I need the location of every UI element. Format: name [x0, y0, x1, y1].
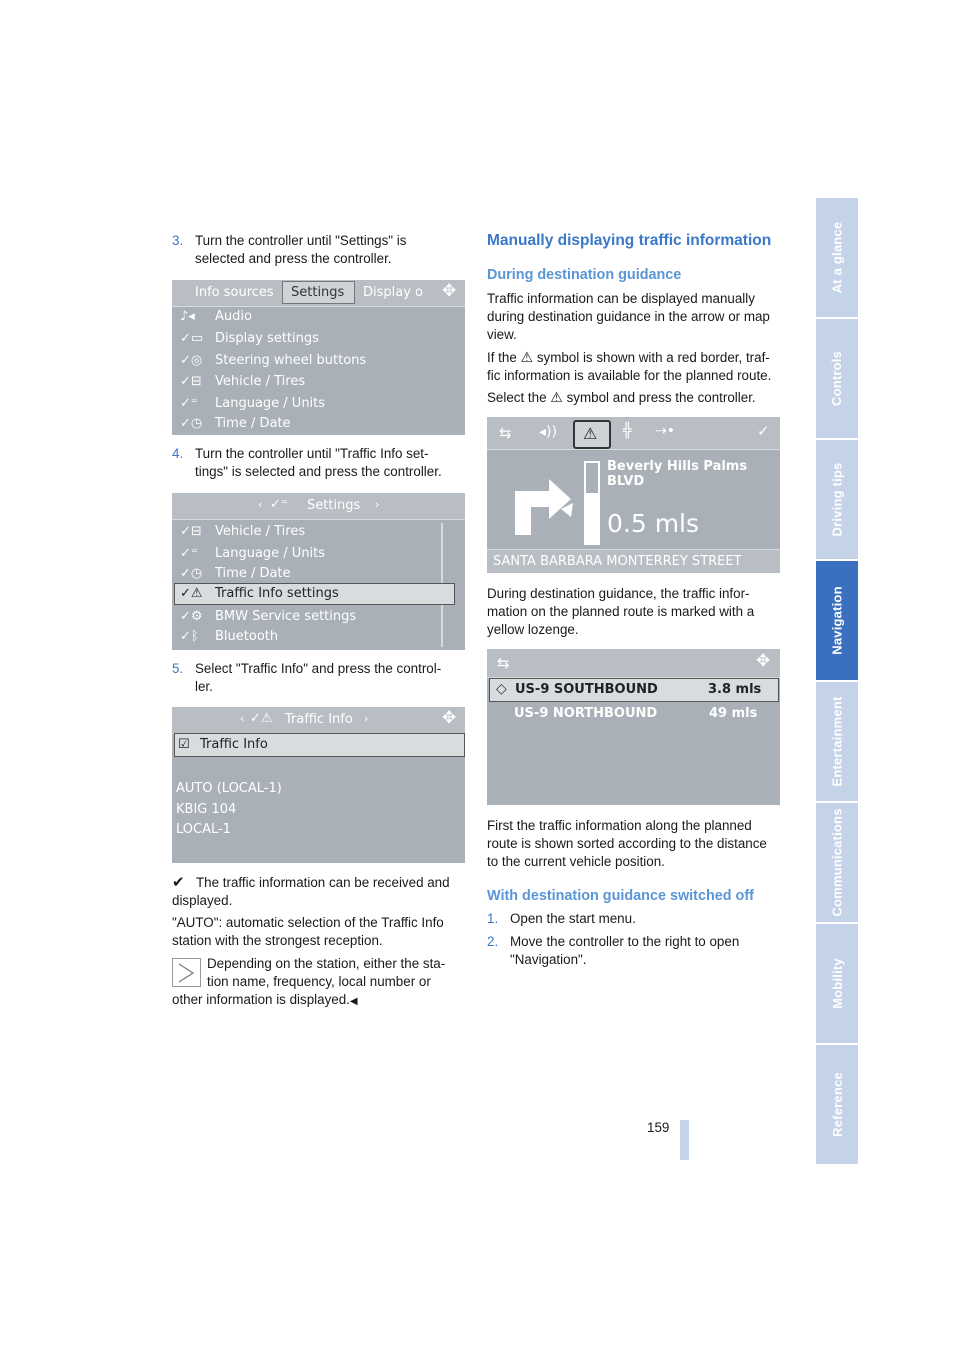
station-item: KBIG 104 — [176, 802, 237, 817]
traffic-list-screenshot — [487, 649, 780, 805]
tab-at-a-glance[interactable]: At a glance — [816, 198, 858, 317]
step-number: 1. — [487, 911, 499, 926]
para-manual: Traffic information can be displayed manually during destination guidance in the arrow or map view. — [487, 291, 770, 342]
arrow-view-screenshot — [487, 417, 780, 573]
checkbox-row — [174, 733, 465, 757]
checkmark-icon: ✔ — [172, 874, 185, 891]
end-mark: ◀ — [349, 996, 358, 1007]
warning-icon: ⚠ — [583, 424, 598, 443]
menu-item-service: BMW Service settings — [215, 609, 357, 624]
map-icon: ╬ — [623, 423, 632, 439]
page-number: 159 — [647, 1120, 670, 1135]
title-right-arrow: › — [364, 712, 369, 725]
menu-item-audio: Audio — [215, 309, 252, 324]
screen-toolbar — [487, 417, 780, 450]
controller-icon: ✥ — [756, 651, 771, 671]
title-right-arrow: › — [375, 498, 380, 511]
audio-icon: ◂)) — [539, 424, 557, 440]
language-icon: ✓⁼ — [180, 546, 198, 561]
vehicle-icon: ✓⊟ — [180, 524, 202, 539]
step-text: Select "Traffic Info" and press the control- ler. — [195, 661, 442, 694]
step-number: 2. — [487, 934, 499, 949]
traffic-warning-button — [573, 420, 611, 449]
menu-item-time: Time / Date — [215, 566, 291, 581]
para-sorted: First the traffic information along the planned route is shown sorted according to the distance to the current vehicle position. — [487, 818, 767, 869]
tab-info-sources: Info sources — [195, 285, 274, 300]
tab-entertainment[interactable]: Entertainment — [816, 682, 858, 801]
menu-item-vehicle: Vehicle / Tires — [215, 374, 306, 389]
tab-mobility[interactable]: Mobility — [816, 924, 858, 1043]
traffic-info-screenshot — [172, 707, 465, 863]
screen-toolbar — [487, 649, 780, 678]
menu-item-bluetooth: Bluetooth — [215, 629, 279, 644]
back-icon: ⇆ — [499, 424, 512, 442]
traffic-settings-screenshot — [172, 493, 465, 650]
note-icon — [172, 958, 201, 987]
subheading-during-guidance: During destination guidance — [487, 267, 682, 283]
traffic-distance: 3.8 mls — [708, 682, 762, 697]
lozenge-icon: ◇ — [496, 681, 507, 697]
tab-settings-selected: Settings — [282, 281, 355, 304]
step-3 — [172, 232, 472, 272]
note-text-last: other information is displayed.◀ — [172, 992, 358, 1007]
controller-icon: ✥ — [442, 708, 457, 728]
settings-icon: ✓ — [757, 422, 770, 440]
title-left-arrow: ‹ — [258, 498, 263, 511]
screen-title: Settings — [307, 498, 361, 513]
para-select: Select the ⚠ symbol and press the controller. — [487, 389, 756, 405]
vehicle-icon: ✓⊟ — [180, 374, 202, 389]
warning-triangle-icon: ⚠ — [520, 349, 534, 365]
step-number: 3. — [172, 233, 184, 248]
checkbox-checked-icon: ☑ — [178, 737, 190, 752]
subheading-guidance-off: With destination guidance switched off — [487, 888, 754, 904]
note-arrow-icon — [173, 959, 200, 986]
menu-item-steering: Steering wheel buttons — [215, 353, 367, 368]
warning-icon: ✓⚠ — [180, 586, 203, 601]
language-icon: ✓⁼ — [180, 396, 198, 411]
distance-bar — [584, 461, 600, 545]
steering-wheel-icon: ✓◎ — [180, 353, 203, 368]
clock-icon: ✓◷ — [180, 416, 203, 431]
menu-item-language: Language / Units — [215, 546, 326, 561]
para-lozenge: During destination guidance, the traffic infor- mation on the planned route is marked with a yellow lozenge. — [487, 586, 755, 637]
section-heading: Manually displaying traffic information — [487, 232, 772, 249]
station-item: LOCAL-1 — [176, 822, 231, 837]
bluetooth-icon: ✓ᛒ — [180, 629, 199, 644]
settings-icon: ✓⁼ — [270, 497, 288, 512]
turn-arrow-icon — [509, 465, 579, 537]
note-text: Depending on the station, either the sta- tion name, frequency, local number or — [207, 956, 446, 989]
station-item: AUTO (LOCAL-1) — [176, 781, 282, 796]
step-number: 5. — [172, 661, 184, 676]
warning-triangle-icon: ⚠ — [550, 389, 563, 405]
screen-tab-bar — [172, 280, 465, 307]
step-text: Turn the controller until "Settings" is selected and press the controller. — [195, 233, 407, 266]
checkbox-label: Traffic Info — [200, 737, 268, 752]
para-reception: ✔ The traffic information can be received and displayed. — [172, 874, 450, 908]
step-1 — [487, 910, 787, 928]
route-icon: ⇢• — [655, 423, 675, 439]
settings-menu-screenshot — [172, 280, 465, 435]
step-5 — [172, 660, 472, 700]
screen-title: Traffic Info — [285, 712, 353, 727]
tab-display: Display o — [363, 285, 424, 300]
current-street-bar — [487, 549, 780, 573]
side-tabs — [816, 198, 858, 1160]
controller-icon: ✥ — [442, 281, 457, 301]
para-auto: "AUTO": automatic selection of the Traffic Info station with the strongest reception. — [172, 915, 444, 948]
tab-driving-tips[interactable]: Driving tips — [816, 440, 858, 559]
menu-item-language: Language / Units — [215, 396, 326, 411]
clock-icon: ✓◷ — [180, 566, 203, 581]
back-icon: ⇆ — [497, 654, 510, 672]
page-number-bar — [680, 1120, 689, 1160]
menu-item-display: Display settings — [215, 331, 319, 346]
para-red-border: If the ⚠ symbol is shown with a red border, traf- fic information is available for the planned route. — [487, 349, 772, 383]
menu-item-traffic-info-settings: Traffic Info settings — [215, 586, 339, 601]
step-text: Open the start menu. — [510, 911, 636, 926]
step-text: Move the controller to the right to open "Navigation". — [510, 934, 740, 967]
street-name: Beverly Hills Palms BLVD — [607, 459, 748, 489]
tab-navigation[interactable]: Navigation — [816, 561, 858, 680]
traffic-name: US-9 SOUTHBOUND — [515, 682, 658, 697]
current-street: SANTA BARBARA MONTERREY STREET — [493, 554, 742, 569]
service-icon: ✓⚙ — [180, 609, 203, 624]
tab-controls[interactable]: Controls — [816, 319, 858, 438]
distance-value: 0.5 mls — [607, 509, 700, 538]
menu-item-vehicle: Vehicle / Tires — [215, 524, 306, 539]
traffic-warning-icon: ✓⚠ — [250, 711, 273, 726]
traffic-row-selected — [489, 678, 779, 702]
screen-title-bar — [172, 493, 465, 520]
traffic-name: US-9 NORTHBOUND — [514, 706, 658, 721]
step-text: Turn the controller until "Traffic Info set- tings" is selected and press the controller. — [195, 446, 442, 479]
tab-reference[interactable]: Reference — [816, 1045, 858, 1164]
traffic-distance: 49 mls — [709, 706, 758, 721]
distance-bar-fill — [586, 493, 598, 543]
step-number: 4. — [172, 446, 184, 461]
title-left-arrow: ‹ — [240, 712, 245, 725]
step-4 — [172, 445, 472, 485]
menu-item-time: Time / Date — [215, 416, 291, 431]
display-icon: ✓▭ — [180, 331, 204, 346]
audio-icon: ♪◂ — [180, 309, 195, 324]
tab-communications[interactable]: Communications — [816, 803, 858, 922]
step-2 — [487, 933, 787, 973]
screen-title-bar — [172, 707, 465, 734]
